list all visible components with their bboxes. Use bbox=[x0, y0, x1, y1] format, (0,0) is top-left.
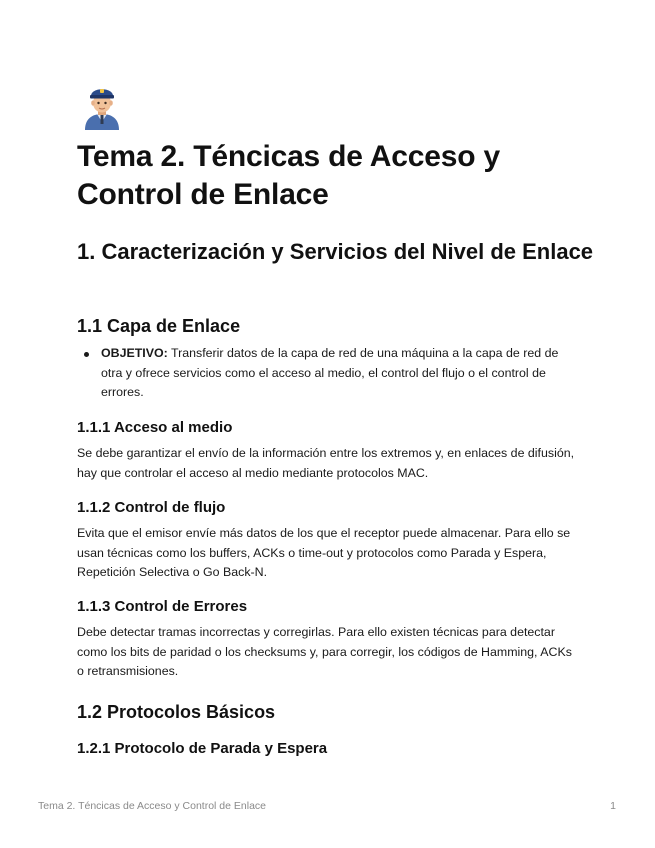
section-1-1-3-heading: 1.1.3 Control de Errores bbox=[77, 598, 248, 615]
section-1-1-heading: 1.1 Capa de Enlace bbox=[77, 316, 241, 336]
section-1-2-1-heading: 1.2.1 Protocolo de Parada y Espera bbox=[77, 740, 328, 757]
bullet-label: OBJETIVO: bbox=[101, 346, 168, 360]
bullet-text: Transferir datos de la capa de red de una máquina a la capa de red de otra y ofrece servicios como el acceso al medio, el control del flujo o el control de errores. bbox=[101, 346, 559, 399]
section-1-1-1-text: Se debe garantizar el envío de la información entre los extremos y, en enlaces de difusión, hay que controlar el acceso al medio mediante protocolos MAC. bbox=[77, 446, 575, 480]
section-1-1-2-heading: 1.1.2 Control de flujo bbox=[77, 499, 226, 516]
section-1-2-heading: 1.2 Protocolos Básicos bbox=[77, 702, 276, 722]
section-1-heading: 1. Caracterización y Servicios del Nivel de Enlace bbox=[77, 239, 594, 264]
footer-page-number: 1 bbox=[610, 800, 616, 812]
section-1-1-2-text: Evita que el emisor envíe más datos de los que el receptor puede almacenar. Para ello se usan técnicas como los buffers, ACKs o time-out y protocolos como Parada y Espera, Repetición Selectiva o Go Back-N. bbox=[77, 526, 571, 579]
list-item bbox=[84, 344, 582, 403]
section-1-1-1-heading: 1.1.1 Acceso al medio bbox=[77, 419, 233, 436]
police-officer-icon bbox=[81, 84, 123, 130]
bullet-icon bbox=[84, 352, 89, 357]
section-1-1-3-text: Debe detectar tramas incorrectas y corregirlas. Para ello existen técnicas para detectar como los bits de paridad o los checksums y, para corregir, los códigos de Hamming, ACKs o retransmisiones. bbox=[77, 625, 572, 678]
page-title: Tema 2. Téncicas de Acceso y Control de Enlace bbox=[77, 140, 500, 211]
footer-doc-title: Tema 2. Téncicas de Acceso y Control de Enlace bbox=[38, 800, 267, 812]
